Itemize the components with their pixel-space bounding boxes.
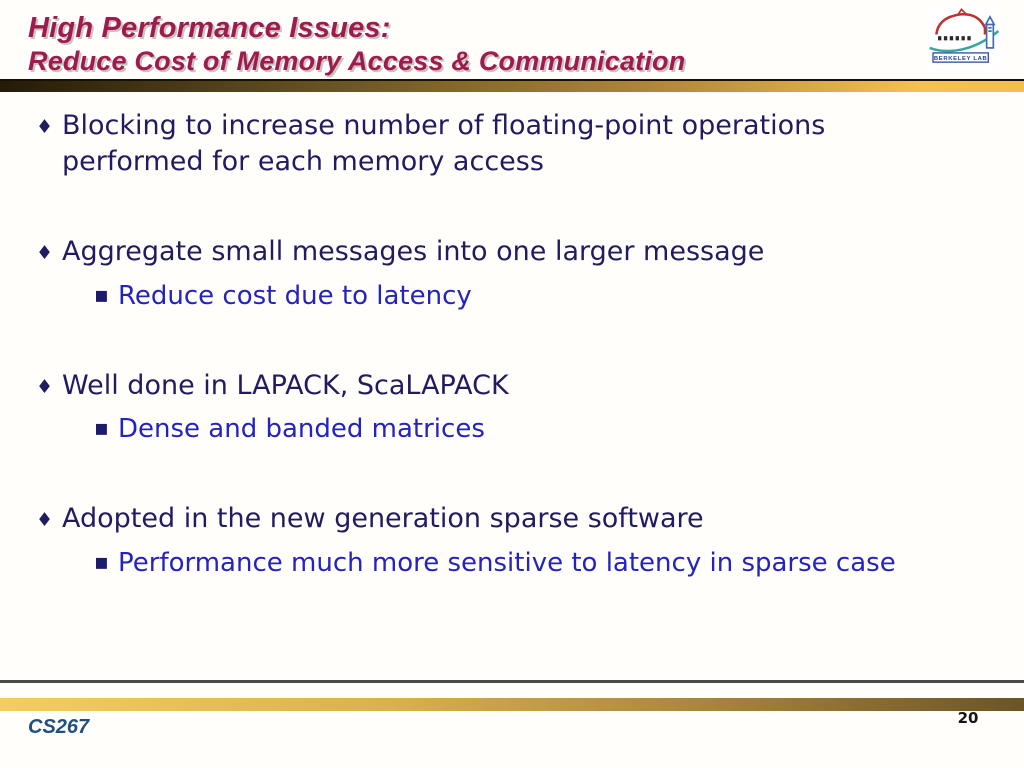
square-bullet-icon: ▪ <box>94 550 109 576</box>
header-gold-bar <box>0 79 1024 92</box>
title-line-2: Reduce Cost of Memory Access & Communication <box>28 45 686 76</box>
slide-title <box>28 12 908 77</box>
diamond-bullet-icon: ♦ <box>36 116 54 138</box>
bullet-item <box>36 501 996 537</box>
bullet-item <box>36 368 996 404</box>
page-number: 20 <box>957 709 979 727</box>
bullet-item <box>36 108 996 180</box>
bullet-item <box>36 234 996 270</box>
square-bullet-icon: ▪ <box>94 416 109 442</box>
bullet-text: Blocking to increase number of floating-point operations performed for each memory access <box>62 110 826 177</box>
bullet-text: Aggregate small messages into one larger message <box>62 235 765 267</box>
diamond-bullet-icon: ♦ <box>36 375 54 398</box>
bullet-item <box>94 280 996 314</box>
bullet-item <box>94 547 996 581</box>
square-bullet-icon: ▪ <box>94 282 109 308</box>
berkeley-lab-logo-icon <box>926 6 1002 68</box>
bullet-text: Dense and banded matrices <box>118 414 485 445</box>
footer-gold-bar <box>0 698 1024 711</box>
bullet-list <box>36 108 996 581</box>
diamond-bullet-icon: ♦ <box>36 241 54 264</box>
bullet-text: Performance much more sensitive to latency in sparse case <box>118 548 896 579</box>
footer-divider-line <box>0 680 1024 683</box>
berkeley-lab-logo <box>926 6 1002 68</box>
bullet-text: Well done in LAPACK, ScaLAPACK <box>62 369 509 401</box>
title-line-1: High Performance Issues: <box>28 12 391 44</box>
footer-course-label: CS267 <box>28 716 90 738</box>
bullet-text: Adopted in the new generation sparse software <box>62 503 704 535</box>
bullet-text: Reduce cost due to latency <box>118 280 472 311</box>
bullet-item <box>94 413 996 447</box>
diamond-bullet-icon: ♦ <box>36 509 54 532</box>
logo-caption: BERKELEY LAB <box>933 56 988 63</box>
